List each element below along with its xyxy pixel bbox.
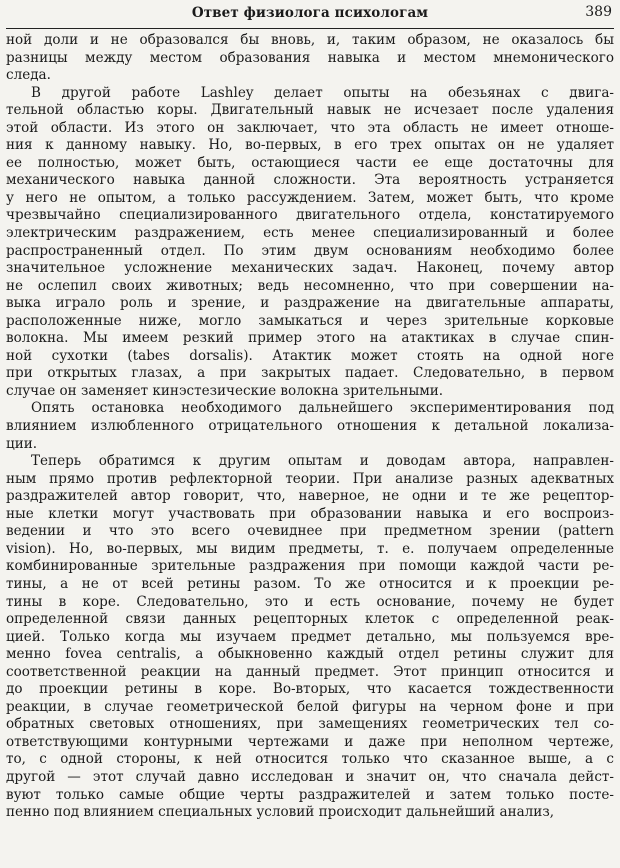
text-line: чрезвычайно специализированного двигательного отдела, констатируемого — [6, 207, 614, 224]
text-line: тины в коре. Следовательно, это и есть основание, почему не будет — [6, 593, 614, 610]
text-line: не ослепил своих животных; ведь несомненно, что при совершении на- — [6, 277, 614, 294]
text-line: обратных световых отношениях, при замещениях геометрических тел со- — [6, 716, 614, 733]
text-line: ной доли и не образовался бы вновь, и, таким образом, не оказалось бы — [6, 32, 614, 48]
text-line: распространенный отдел. По этим двум основаниям необходимо более — [6, 242, 614, 259]
text-line: случае он заменяет кинэстезические волокна зрительными. — [6, 382, 444, 399]
text-line: то, с одной стороны, к ней относится только что сказанное выше, а с — [6, 751, 614, 768]
body-text — [6, 32, 614, 822]
text-line: разницы между местом образования навыка и местом мнемонического — [6, 49, 614, 66]
text-line: ния к данному навыку. Но, во-первых, в его трех опытах он не удаляет — [6, 137, 614, 154]
text-line: соответственной реакции на данный предмет. Этот принцип относится и — [6, 663, 614, 680]
text-line: волокна. Мы имеем резкий пример этого на атактиках в случае спин- — [6, 330, 614, 347]
text-line: при открытых глазах, а при закрытых падает. Следовательно, в первом — [6, 365, 614, 382]
text-line: пенно под влиянием специальных условий происходит дальнейший анализ, — [6, 804, 555, 821]
text-line: до проекции ретины в коре. Во-вторых, что касается тождественности — [6, 681, 614, 698]
text-line: ведении и что это всего очевиднее при предметном зрении (pattern — [6, 523, 614, 540]
text-line: ции. — [6, 435, 38, 452]
paragraph — [6, 32, 614, 85]
text-line: комбинированные зрительные раздражения при помощи каждой части ре- — [6, 558, 614, 575]
text-line: влиянием излюбленного отрицательного отношения к детальной локализа- — [6, 418, 614, 435]
text-line: ным прямо против рефлекторной теории. При анализе разных адекватных — [6, 470, 614, 487]
text-line: вуют только самые общие черты раздражителей и затем только посте- — [6, 786, 614, 803]
text-line: реакции, в случае геометрической белой фигуры на черном фоне и при — [6, 698, 614, 715]
text-line: электрическим раздражением, есть менее специализированный и более — [6, 225, 614, 242]
text-line: этой области. Из этого он заключает, что эта область не имеет отноше- — [6, 119, 614, 136]
text-line: значительное усложнение механических задач. Наконец, почему автор — [6, 260, 614, 277]
page-number: 389 — [585, 4, 612, 20]
page-header — [6, 0, 614, 29]
text-line: цией. Только когда мы изучаем предмет детально, мы пользуемся вре- — [6, 628, 614, 645]
text-line: ее полностью, может быть, остающиеся части ее еще достаточны для — [6, 154, 614, 171]
text-line: Теперь обратимся к другим опытам и доводам автора, направлен- — [31, 453, 614, 470]
text-line: менно fovea centralis, а обыкновенно каждый отдел ретины служит для — [6, 646, 614, 663]
text-line: ные клетки могут участвовать при образовании навыка и его воспроиз- — [6, 505, 614, 522]
running-head: Ответ физиолога психологам — [191, 5, 429, 21]
text-line: определенной связи данных рецепторных клеток с определенной реак- — [6, 611, 614, 628]
text-line: тельной областью коры. Двигательный навык не исчезает после удаления — [6, 102, 614, 119]
text-line: ответствующими контурными чертежами и даже при неполном чертеже, — [6, 733, 614, 750]
paragraph — [6, 453, 614, 821]
text-line: выка играло роль и зрение, и раздражение на двигательные аппараты, — [6, 295, 614, 312]
text-line: раздражителей автор говорит, что, наверное, не одни и те же рецептор- — [6, 488, 614, 505]
paragraph — [6, 85, 614, 401]
text-line: следа. — [6, 67, 51, 84]
text-line: другой — этот случай давно исследован и значит он, что сначала дейст- — [6, 768, 614, 785]
text-line: тины, а не от всей ретины разом. То же относится и к проекции ре- — [6, 575, 614, 592]
text-line: В другой работе Lashley делает опыты на обезьянах с двига- — [31, 84, 614, 101]
text-line: механического навыка данной сложности. Эта вероятность устраняется — [6, 172, 614, 189]
text-line: Опять остановка необходимого дальнейшего экспериментирования под — [31, 400, 614, 417]
paragraph — [6, 400, 614, 453]
text-line: расположенные ниже, могло замыкаться и через зрительные корковые — [6, 312, 614, 329]
text-line: ной сухотки (tabes dorsalis). Атактик может стоять на одной ноге — [6, 347, 614, 364]
text-line: у него не опытом, а только рассуждением. Затем, может быть, что кроме — [6, 189, 614, 206]
text-line: vision). Но, во-первых, мы видим предметы, т. е. получаем определенные — [6, 540, 614, 557]
